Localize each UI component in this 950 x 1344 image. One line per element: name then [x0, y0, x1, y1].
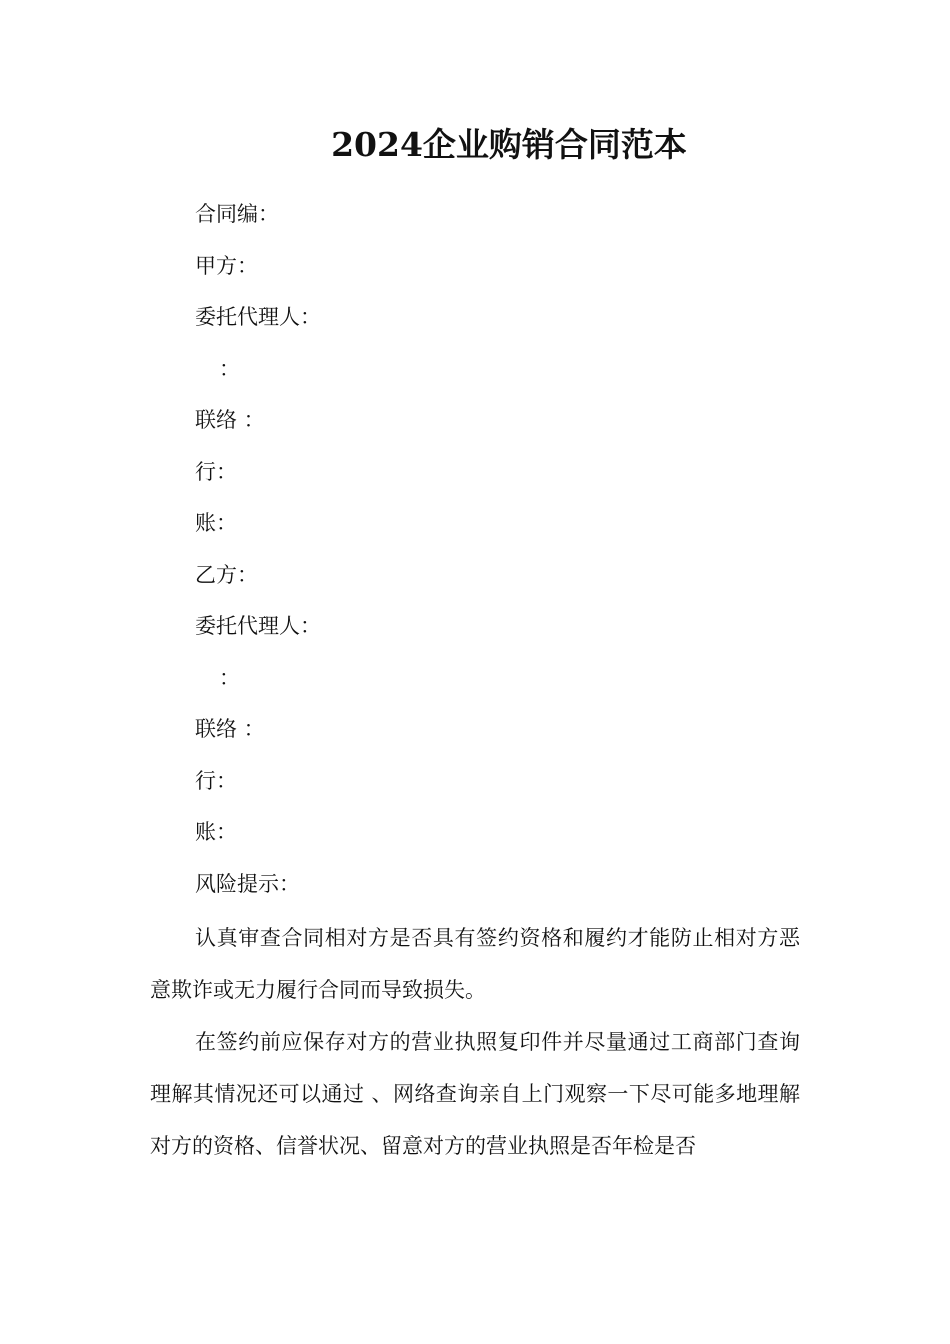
contract-number-label: 合同编： [195, 202, 279, 226]
party-a-account-label: 账： [195, 511, 237, 535]
risk-notice-label: 风险提示： [195, 871, 300, 896]
party-b-agent-label: 委托代理人： [195, 614, 321, 638]
document-title: 2024企业购销合同范本 [331, 125, 687, 164]
party-a-label: 甲方： [195, 253, 258, 278]
risk-paragraph-1: 认真审查合同相对方是否具有签约资格和履约才能防止相对方恶意欺诈或无力履行合同而导致损失。 [150, 926, 800, 1002]
party-a-bank-label: 行： [195, 459, 237, 484]
party-b-label: 乙方： [195, 562, 258, 587]
risk-paragraph-2: 在签约前应保存对方的营业执照复印件并尽量通过工商部门查询理解其情况还可以通过 、网络查询亲自上门观察一下尽可能多地理解对方的资格、信誉状况、留意对方的营业执照是否年检是否 [150, 1030, 800, 1158]
party-b-account-label: 账： [195, 820, 237, 844]
party-b-blank-label: ： [219, 665, 240, 690]
party-a-contact-label: 联络 ： [195, 408, 265, 432]
party-b-bank-label: 行： [195, 768, 237, 793]
party-a-blank-label: ： [219, 356, 240, 381]
party-b-contact-label: 联络 ： [195, 717, 265, 741]
contract-field-list [195, 195, 815, 916]
party-a-agent-label: 委托代理人： [195, 305, 321, 329]
